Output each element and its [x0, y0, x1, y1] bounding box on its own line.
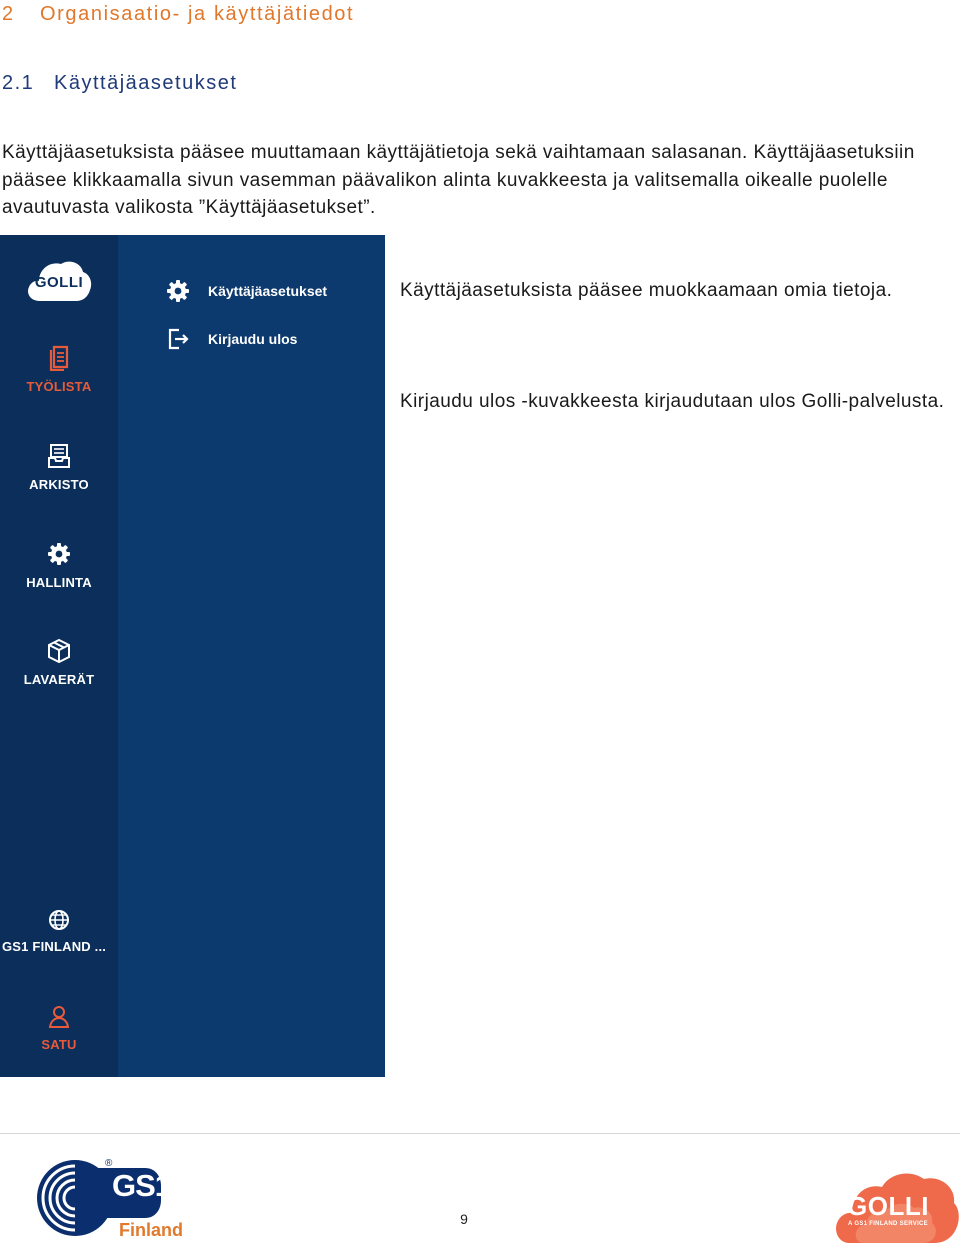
menu-label: Kirjaudu ulos: [208, 331, 298, 347]
subsection-title: Käyttäjäasetukset: [54, 72, 238, 94]
subsection-number: 2.1: [2, 72, 35, 94]
user-icon: [48, 1005, 70, 1029]
archive-icon: [47, 443, 71, 469]
gs1-finland-logo: [35, 1158, 185, 1244]
main-nav-rail: [0, 235, 118, 1077]
nav-item-user[interactable]: [0, 1005, 118, 1052]
gear-icon: [47, 541, 71, 567]
page-number: 9: [460, 1211, 468, 1227]
worklist-icon: [48, 345, 70, 371]
menu-label: Käyttäjäasetukset: [208, 283, 328, 299]
registered-mark: ®: [105, 1158, 113, 1169]
nav-item-gs1-finland[interactable]: [0, 909, 118, 954]
nav-label: HALLINTA: [26, 575, 92, 590]
gs1-country-text: Finland: [119, 1220, 183, 1240]
side-note-logout: Kirjaudu ulos -kuvakkeesta kirjaudutaan ulos Golli-palvelusta.: [400, 391, 945, 412]
menu-item-logout[interactable]: [166, 327, 297, 351]
nav-item-worklist[interactable]: [0, 345, 118, 394]
globe-icon: [48, 909, 70, 931]
nav-item-archive[interactable]: [0, 443, 118, 492]
gear-icon: [166, 279, 190, 303]
pallet-box-icon: [47, 638, 71, 664]
app-screenshot: [0, 235, 385, 1077]
nav-item-admin[interactable]: [0, 541, 118, 590]
nav-label: SATU: [41, 1037, 77, 1052]
nav-label: GS1 FINLAND ...: [2, 939, 107, 954]
logo-text: GOLLI: [34, 274, 84, 291]
subsection-heading: [2, 72, 237, 95]
nav-label: LAVAERÄT: [23, 672, 95, 687]
gs1-logo-text: GS1: [112, 1168, 172, 1203]
menu-item-user-settings[interactable]: [166, 279, 327, 303]
logout-icon: [166, 327, 190, 351]
section-number: 2: [2, 3, 15, 25]
golli-logo-text: GOLLI: [847, 1191, 929, 1221]
golli-tagline: A GS1 FINLAND SERVICE: [848, 1221, 928, 1227]
nav-label: ARKISTO: [29, 477, 89, 492]
section-title: Organisaatio- ja käyttäjätiedot: [40, 3, 355, 25]
footer-divider: [0, 1133, 960, 1134]
nav-label: TYÖLISTA: [26, 379, 92, 394]
side-note-settings: Käyttäjäasetuksista pääsee muokkaamaan omia tietoja.: [400, 280, 893, 301]
section-heading: [2, 3, 354, 26]
intro-paragraph: Käyttäjäasetuksista pääsee muuttamaan käyttäjätietoja sekä vaihtamaan salasanan. Käyttäjäasetuksiin pääsee klikkaamalla sivun vasemman päävalikon alinta kuvakkeesta ja valitsemalla oikealle puolelle avautuvasta valikosta ”Käyttäjäasetukset”.: [2, 142, 915, 218]
nav-item-pallets[interactable]: [0, 638, 118, 687]
golli-logo[interactable]: [26, 257, 92, 303]
golli-footer-logo: [834, 1161, 960, 1245]
